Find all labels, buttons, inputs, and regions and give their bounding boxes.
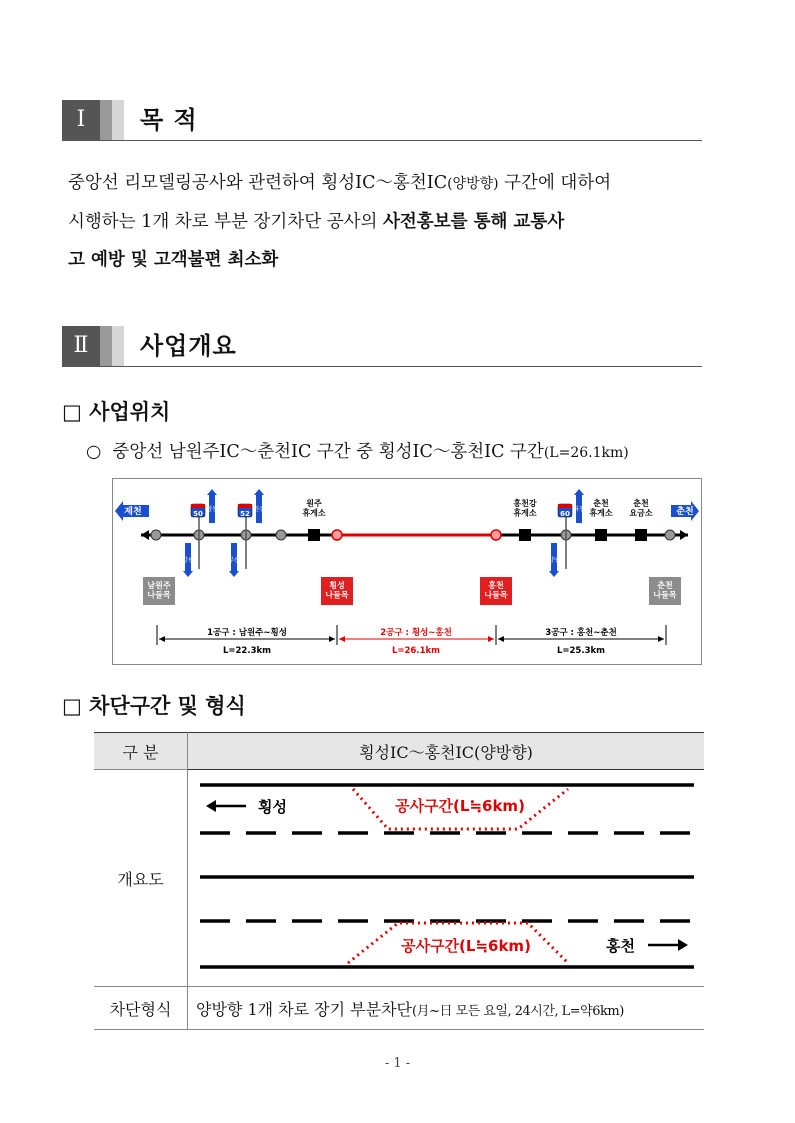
label-line: 홍천강 bbox=[513, 499, 537, 508]
route-number: 52 bbox=[240, 510, 250, 518]
right-arrow-icon bbox=[648, 939, 688, 951]
label-line: 나들목 bbox=[484, 590, 508, 600]
label-line: 나들목 bbox=[653, 590, 677, 600]
label-line: 휴게소 bbox=[513, 508, 537, 518]
ic-marker bbox=[276, 530, 286, 540]
location-bullet-line bbox=[86, 438, 629, 463]
arrowhead-icon bbox=[498, 636, 504, 642]
arrowhead-icon bbox=[488, 636, 494, 642]
table-header-row bbox=[94, 733, 704, 770]
ic-label bbox=[147, 580, 170, 600]
section-bar bbox=[112, 100, 124, 140]
arrowhead-icon bbox=[658, 636, 664, 642]
closure-type-text: 양방향 1개 차로 장기 부분차단 bbox=[196, 999, 412, 1019]
bullet-icon: ○ bbox=[86, 442, 102, 462]
table-row-label: 차단형식 bbox=[94, 987, 188, 1030]
road-end-left-icon bbox=[141, 530, 149, 540]
rest-area-label bbox=[301, 498, 325, 518]
left-arrow-label: 제천 bbox=[124, 507, 142, 517]
label-line: 휴게소 bbox=[589, 508, 613, 518]
purpose-paragraph bbox=[68, 164, 704, 279]
route-number: 60 bbox=[560, 510, 570, 518]
table-header: 구 분 bbox=[94, 733, 188, 770]
road-end-right-icon bbox=[680, 530, 688, 540]
label-line: 홍천 bbox=[488, 581, 504, 590]
section-bar bbox=[100, 100, 112, 140]
segment-length: L=22.3km bbox=[222, 646, 272, 656]
purpose-highlight: 사전홍보를 통해 교통사 bbox=[383, 212, 565, 232]
rest-area-marker bbox=[519, 529, 531, 541]
section-number: Ⅱ bbox=[62, 326, 100, 366]
table-row bbox=[94, 987, 704, 1030]
rest-area-label bbox=[588, 498, 612, 518]
label-line: 요금소 bbox=[629, 508, 653, 518]
direction-label: 영동 bbox=[206, 506, 218, 513]
rest-area-marker bbox=[308, 529, 320, 541]
direction-label: 부산 bbox=[228, 557, 240, 564]
section-number: Ⅰ bbox=[62, 100, 100, 140]
closure-type-cell bbox=[188, 987, 705, 1030]
direction-label: 양양 bbox=[548, 557, 560, 564]
route-number: 50 bbox=[193, 510, 203, 518]
section-bar bbox=[100, 326, 112, 366]
label-line: 휴게소 bbox=[302, 508, 326, 518]
section-title: 목 적 bbox=[140, 106, 198, 134]
purpose-text: 시행하는 1개 차로 부분 장기차단 공사의 bbox=[68, 212, 383, 232]
direction-label: 원주 bbox=[253, 506, 265, 513]
direction-label: 화천 bbox=[573, 506, 585, 513]
label-line: 나들목 bbox=[325, 590, 349, 600]
rest-area-marker bbox=[635, 529, 647, 541]
route-map-svg bbox=[113, 479, 701, 664]
segment-name: 1공구 : 남원주~횡성 bbox=[207, 628, 287, 638]
label-line: 춘천 bbox=[657, 581, 673, 590]
table-header: 횡성IC～홍천IC(양방향) bbox=[188, 733, 705, 770]
table-row bbox=[94, 770, 704, 987]
left-arrow-icon bbox=[206, 800, 246, 812]
arrowhead-icon bbox=[339, 636, 345, 642]
purpose-text: 중앙선 리모델링공사와 관련하여 횡성IC～홍천IC bbox=[68, 173, 448, 193]
rest-area-label bbox=[629, 498, 652, 518]
ic-marker bbox=[665, 530, 675, 540]
closure-table bbox=[94, 732, 704, 1030]
ic-marker-red bbox=[491, 530, 501, 540]
table-row-label: 개요도 bbox=[94, 770, 188, 987]
ic-marker bbox=[151, 530, 161, 540]
arrowhead-icon bbox=[159, 636, 165, 642]
work-zone-label: 공사구간(L≒6km) bbox=[401, 937, 531, 955]
section-title: 사업개요 bbox=[140, 332, 237, 360]
section-header-overview bbox=[62, 326, 702, 367]
segment-length: L=26.1km bbox=[391, 646, 441, 656]
rest-area-label bbox=[512, 498, 536, 518]
schematic-cell bbox=[188, 770, 705, 987]
section-bar bbox=[112, 326, 124, 366]
rest-area-marker bbox=[595, 529, 607, 541]
arrowhead-icon bbox=[329, 636, 335, 642]
label-line: 원주 bbox=[306, 499, 322, 508]
direction-label: 강릉 bbox=[182, 557, 194, 564]
label-line: 횡성 bbox=[329, 581, 345, 590]
lane-schematic bbox=[188, 771, 704, 985]
segment-name: 3공구 : 홍천~춘천 bbox=[545, 628, 617, 638]
purpose-text: 구간에 대하여 bbox=[498, 173, 612, 193]
label-line: 남원주 bbox=[147, 581, 171, 590]
segment-name: 2공구 : 횡성~홍천 bbox=[380, 628, 452, 638]
segment-length: L=25.3km bbox=[556, 646, 606, 656]
location-length: (L=26.1km) bbox=[543, 445, 629, 461]
right-arrow-label: 춘천 bbox=[676, 507, 694, 517]
closure-heading: □ 차단구간 및 형식 bbox=[62, 694, 246, 718]
closure-type-detail: (月~日 모든 요일, 24시간, L=약6km) bbox=[412, 1003, 624, 1019]
location-heading: □ 사업위치 bbox=[62, 400, 171, 424]
page-number: - 1 - bbox=[384, 1056, 411, 1071]
direction-label: 횡성 bbox=[258, 798, 287, 816]
location-text: 중앙선 남원주IC～춘천IC 구간 중 횡성IC～홍천IC 구간 bbox=[112, 442, 544, 462]
purpose-highlight: 고 예방 및 고객불편 최소화 bbox=[68, 250, 279, 270]
section-header-purpose bbox=[62, 100, 702, 141]
direction-label: 홍천 bbox=[606, 937, 635, 955]
label-line: 춘천 bbox=[633, 499, 649, 508]
route-map bbox=[112, 478, 702, 665]
purpose-text-small: (양방향) bbox=[447, 176, 499, 192]
ic-marker-red bbox=[332, 530, 342, 540]
label-line: 춘천 bbox=[593, 499, 609, 508]
label-line: 나들목 bbox=[147, 590, 171, 600]
work-zone-label: 공사구간(L≒6km) bbox=[395, 797, 525, 815]
